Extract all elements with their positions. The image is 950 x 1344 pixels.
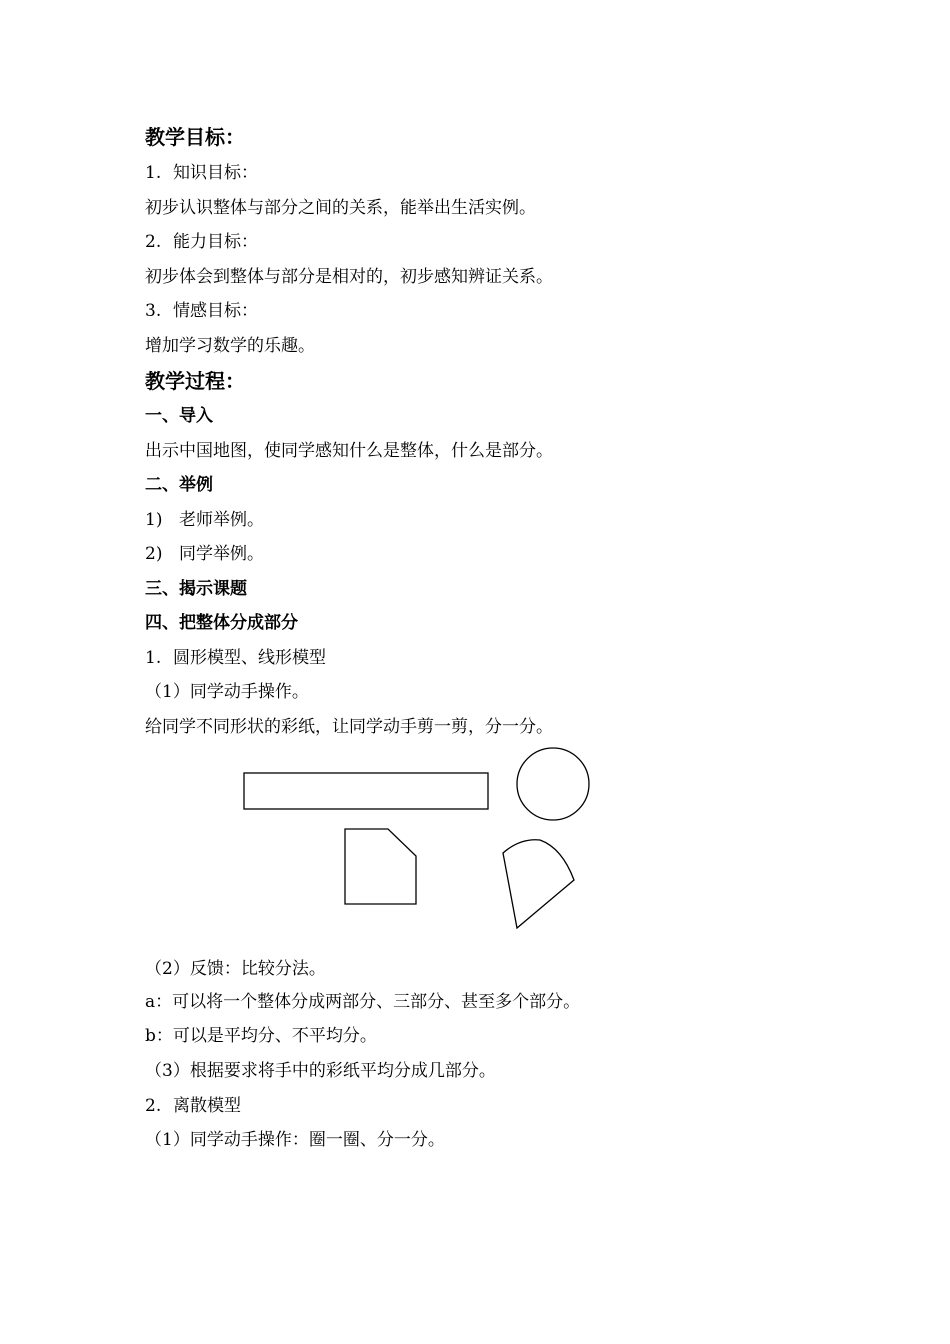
step-number: （2）: [145, 959, 190, 979]
step-text: 同学动手操作。: [189, 682, 309, 702]
sub-item-2: [145, 1095, 241, 1117]
cut-corner-square-shape: [345, 829, 416, 904]
instruction-text: 给同学不同形状的彩纸，让同学动手剪一剪，分一分。: [145, 717, 553, 737]
goal-label: 能力目标：: [173, 232, 258, 252]
sub-label: 离散模型: [173, 1096, 241, 1116]
part-heading-divide: 四、把整体分成部分: [145, 613, 298, 633]
goal-desc-1: 初步认识整体与部分之间的关系，能举出生活实例。: [145, 198, 536, 218]
rectangle-shape: [244, 773, 488, 809]
example-item-1: [145, 509, 264, 531]
fan-sector-shape: [503, 840, 574, 928]
goal-label: 知识目标：: [173, 163, 258, 183]
heading-teaching-process: 教学过程：: [145, 369, 245, 393]
part-heading-examples: 二、举例: [145, 475, 213, 495]
step-text: 同学动手操作：圈一圈、分一分。: [189, 1130, 445, 1150]
goal-item-1: [145, 162, 258, 184]
circle-shape: [517, 748, 589, 820]
sub-label: 圆形模型、线形模型: [173, 648, 326, 668]
goal-item-3: [145, 300, 258, 322]
example-text: 同学举例。: [179, 544, 264, 564]
step-text: 反馈：比较分法。: [189, 959, 326, 979]
part-heading-topic: 三、揭示课题: [145, 579, 247, 599]
example-text: 老师举例。: [179, 510, 264, 530]
example-item-2: [145, 543, 264, 565]
part-heading-intro: 一、导入: [145, 406, 213, 426]
step-number: （1）: [145, 1130, 190, 1150]
sub-item-1: [145, 647, 326, 669]
goal-number: 3.: [145, 301, 162, 321]
goal-label: 情感目标：: [173, 301, 258, 321]
step-number: （1）: [145, 682, 190, 702]
step-2: [145, 958, 326, 980]
sub-number: 2.: [145, 1096, 162, 1116]
goal-number: 2.: [145, 232, 162, 252]
heading-teaching-goals: 教学目标：: [145, 125, 245, 149]
discrete-step-1: [145, 1129, 445, 1151]
goal-item-2: [145, 231, 258, 253]
step-text: 根据要求将手中的彩纸平均分成几部分。: [189, 1061, 496, 1081]
point-a: a：可以将一个整体分成两部分、三部分、甚至多个部分。: [145, 992, 581, 1012]
goal-number: 1.: [145, 163, 162, 183]
example-number: 1): [145, 510, 163, 530]
step-number: （3）: [145, 1061, 190, 1081]
step-1: [145, 681, 309, 703]
sub-number: 1.: [145, 648, 162, 668]
example-number: 2): [145, 544, 163, 564]
goal-desc-3: 增加学习数学的乐趣。: [145, 336, 315, 356]
goal-desc-2: 初步体会到整体与部分是相对的，初步感知辨证关系。: [145, 267, 553, 287]
point-b: b：可以是平均分、不平均分。: [145, 1026, 377, 1046]
intro-text: 出示中国地图，使同学感知什么是整体，什么是部分。: [145, 441, 553, 461]
step-3: [145, 1060, 496, 1082]
